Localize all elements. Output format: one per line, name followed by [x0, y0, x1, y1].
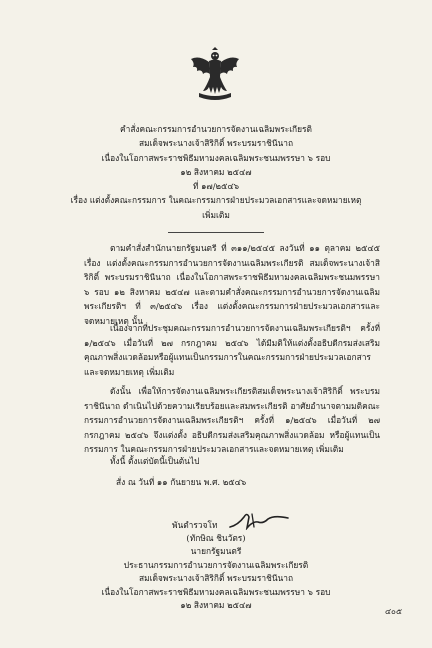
order-header: [40, 122, 392, 222]
signatory-rank: พันตำรวจโท: [172, 520, 218, 530]
header-line-1: คำสั่งคณะกรรมการอำนวยการจัดงานเฉลิมพระเกียรติ: [120, 124, 312, 134]
signatory-role-2: สมเด็จพระนางเจ้าสิริกิติ์ พระบรมราชินีนาถ: [138, 573, 294, 584]
paragraph-1: ตามคำสั่งสำนักนายกรัฐมนตรี ที่ ๓๑๑/๒๕๔๕ ลงวันที่ ๑๑ ตุลาคม ๒๕๔๕ เรื่อง แต่งตั้งคณะกรรมการอำนวยการจัดงานเฉลิมพระเกียรติ สมเด็จพระนางเจ้าสิริกิติ์ พระบรมราชินีนาถ เนื่องในโอกาสพระราชพิธีมหามงคลเฉลิมพระชนมพรรษา ๖ รอบ ๑๒ สิงหาคม ๒๕๔๗ และตามคำสั่งคณะกรรมการอำนวยการจัดงานเฉลิมพระเกียรติฯ ที่ ๓/๒๕๔๖ เรื่อง แต่งตั้งคณะกรรมการฝ่ายประมวลเอกสารและจดหมายเหตุ นั้น: [84, 243, 380, 326]
signatory-role-1: ประธานกรรมการอำนวยการจัดงานเฉลิมพระเกียรติ: [123, 559, 309, 570]
signatory-title: นายกรัฐมนตรี: [190, 546, 242, 557]
header-divider: [168, 232, 264, 233]
dated-line: สั่ง ณ วันที่ ๑๑ กันยายน พ.ศ. ๒๕๔๖: [116, 477, 247, 487]
header-line-2: สมเด็จพระนางเจ้าสิริกิติ์ พระบรมราชินีนาถ: [138, 138, 294, 149]
page-number: ๔๐๕: [385, 607, 402, 616]
paragraph-3: ดังนั้น เพื่อให้การจัดงานเฉลิมพระเกียรติสมเด็จพระนางเจ้าสิริกิติ์ พระบรมราชินีนาถ ดำเนินไปด้วยความเรียบร้อยและสมพระเกียรติ อาศัยอำนาจตามมติคณะกรรมการอำนวยการจัดงานเฉลิมพระเกียรติฯ ครั้งที่ ๑/๒๕๔๖ เมื่อวันที่ ๒๗ กรกฎาคม ๒๕๔๖ จึงแต่งตั้ง อธิบดีกรมส่งเสริมคุณภาพสิ่งแวดล้อม หรือผู้แทนเป็นกรรมการ ในคณะกรรมการฝ่ายประมวลเอกสารและจดหมายเหตุ เพิ่มเติม: [84, 386, 380, 455]
subject-line-cont: เพิ่มเติม: [202, 209, 230, 220]
signatory-role-3: เนื่องในโอกาสพระราชพิธีมหามงคลเฉลิมพระชนมพรรษา ๖ รอบ: [101, 586, 331, 597]
closing-line: ทั้งนี้ ตั้งแต่บัดนี้เป็นต้นไป: [110, 456, 200, 466]
header-line-4: ๑๒ สิงหาคม ๒๕๔๗: [180, 166, 252, 177]
paragraph-2: เนื่องจากที่ประชุมคณะกรรมการอำนวยการจัดงานเฉลิมพระเกียรติฯ ครั้งที่ ๑/๒๕๔๖ เมื่อวันที่ ๒๗ กรกฎาคม ๒๕๔๖ ได้มีมติให้แต่งตั้งอธิบดีกรมส่งเสริมคุณภาพสิ่งแวดล้อมหรือผู้แทนเป็นกรรมการในคณะกรรมการฝ่ายประมวลเอกสารและจดหมายเหตุ เพิ่มเติม: [84, 323, 380, 377]
handwritten-signature: [228, 508, 290, 530]
signatory-name: (ทักษิณ ชินวัตร): [186, 533, 246, 543]
subject-line: เรื่อง แต่งตั้งคณะกรรมการ ในคณะกรรมการฝ่ายประมวลเอกสารและจดหมายเหตุ: [70, 195, 362, 206]
signatory-role-4: ๑๒ สิงหาคม ๒๕๔๗: [180, 600, 252, 611]
signature-block: [40, 532, 392, 612]
order-number: ที่ ๑๗/๒๕๔๖: [192, 181, 240, 192]
garuda-emblem-icon: [189, 47, 241, 103]
header-line-3: เนื่องในโอกาสพระราชพิธีมหามงคลเฉลิมพระชนมพรรษา ๖ รอบ: [101, 152, 331, 163]
